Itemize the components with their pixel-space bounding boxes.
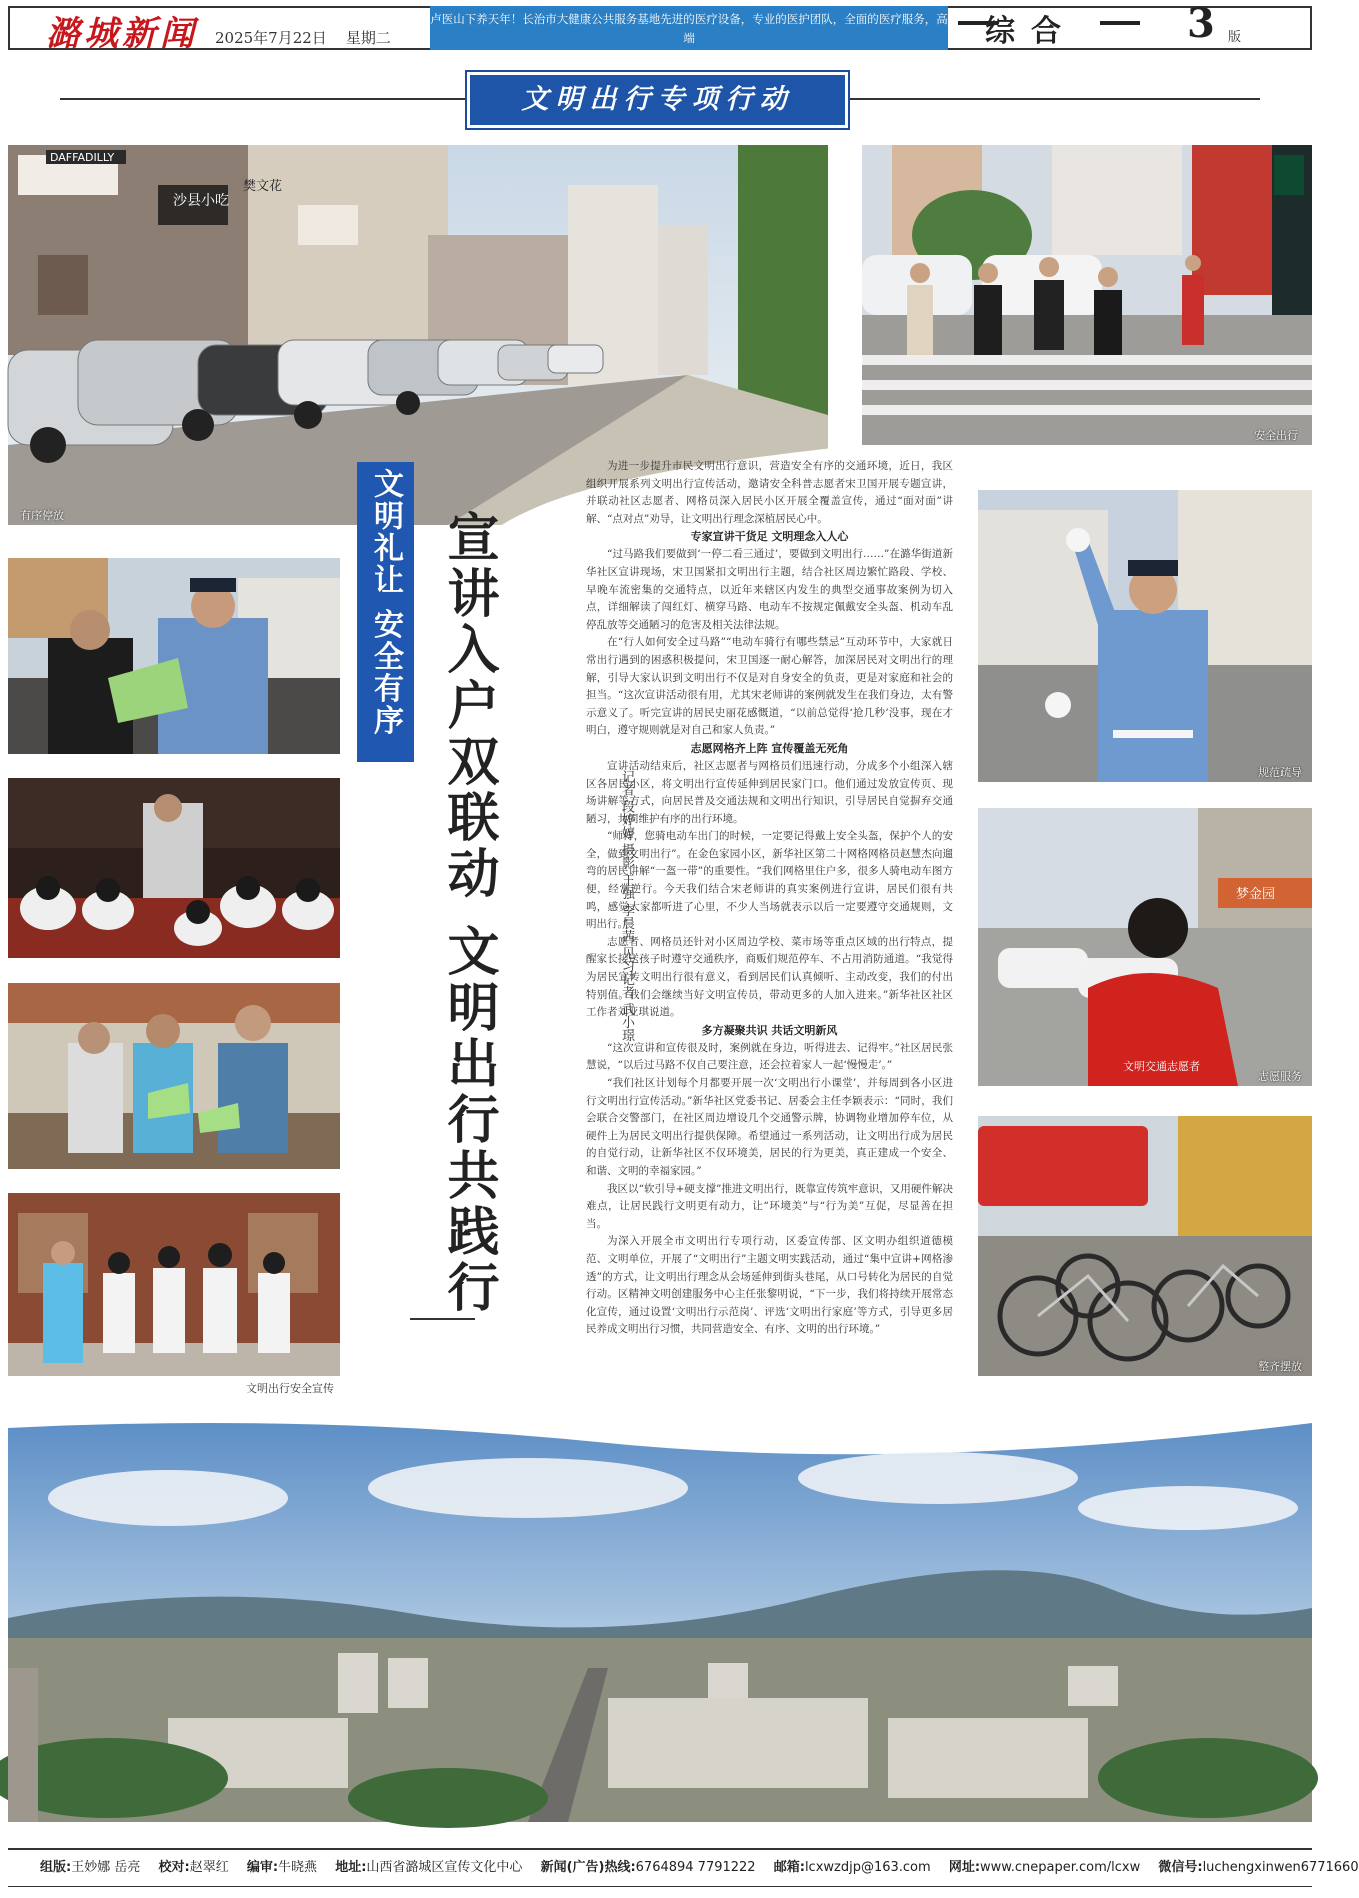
article-body [586,458,953,1339]
footer-editor-label: 组版: [40,1860,72,1875]
shop-sign-snack: 沙县小吃 [173,193,229,209]
article-paragraph: “我们社区计划每个月都要开展一次‘文明出行小课堂’，并每周到各小区进行文明出行宣传活动。”新华社区党委书记、居委会主任李颖表示：“同时，我们会联合交警部门，在社区周边增设几个交通警示牌，协调物业增加停车位，从硬件上为居民文明出行提供保障。希望通过一系列活动，让文明出行成为居民的自觉行动，让新华社区不仅环境美，居民的行为更美，真正建成一个安全、和谐、文明的幸福家园。” [586,1077,953,1177]
header-advertisement [430,6,948,64]
shop-sign-fanwenhua: 樊文花 [243,179,283,194]
headline-rule [410,1318,475,1320]
footer-hotline-label: 新闻(广告)热线: [540,1860,636,1875]
topic-title: 文明出行专项行动 [470,75,845,125]
vest-text: 文明交通志愿者 [1123,1060,1200,1073]
issue-date [215,27,391,48]
article-paragraph: 志愿者、网格员还针对小区周边学校、菜市场等重点区域的出行特点，提醒家长接送孩子时遵守交通秩序，商贩们规范停车、不占用消防通道。“我觉得为居民宣传文明出行很有意义，看到居民们认真倾听、主动改变，我们的付出特别值。我们会继续当好文明宣传员，带动更多的人加入进来。”新华社区社区工作者刘亚琪说道。 [586,935,953,1019]
article-paragraph: “师傅，您骑电动车出门的时候，一定要记得戴上安全头盔，保护个人的安全，做到文明出行”。在金色家园小区，新华社区第二十网格网格员赵慧杰向遛弯的居民讲解“一盔一带”的重要性。“我们网格里住户多，很多人骑电动车图方便，经常逆行。今天我们结合宋老师讲的真实案例进行宣讲，居民们很有共鸣，感觉大家都听进了心里，不少人当场就表示以后一定要遵守交通规则，文明出行。” [586,830,953,931]
footer-chief: 牛晓燕 [278,1860,318,1875]
article-subheading: 专家宣讲干货足 文明理念入人心 [690,530,849,544]
photo-city-panorama [8,1418,1312,1822]
article-paragraph: 宣讲活动结束后，社区志愿者与网格员们迅速行动，分成多个小组深入辖区各居民小区，将文明出行宣传延伸到居民家门口。他们通过发放宣传页、现场讲解等方式，向居民普及交通法规和文明出行知识，引导居民自觉摒弃交通陋习，共同维护有序的出行环境。 [586,759,953,825]
footer-address-label: 地址: [335,1860,367,1875]
photo-zebra-crossing [862,145,1312,445]
article-subheading: 志愿网格齐上阵 宣传覆盖无死角 [690,741,849,755]
footer-editor: 王妙娜 岳亮 [71,1860,141,1875]
footer-rule-bottom [8,1886,1312,1887]
shop-sign-mengjinyuan: 梦金园 [1236,887,1276,902]
caption-propaganda: 文明出行安全宣传 [246,1382,334,1395]
photo-volunteer-vest [978,808,1312,1086]
footer-proof-label: 校对: [158,1860,190,1875]
weekday-text: 星期二 [345,29,391,47]
section-bar-right [1100,21,1140,25]
article-paragraph: “这次宣讲和宣传很及时，案例就在身边，听得进去、记得牢。”社区居民张慧说，“以后过马路不仅自己要注意，还会拉着家人一起‘慢慢走’。” [586,1041,953,1072]
ad-line-2: 的康复设施，舒适的生活环境，一键式智慧呼叫，让每一个大健康人，健康生活。联系电话:0355- [440,50,938,64]
photo-lecture-hall [8,778,340,958]
article-paragraph: 为深入开展全市文明出行专项行动，区委宣传部、区文明办组织道德模范、文明单位，开展了“文明出行”主题文明实践活动，通过“集中宣讲+网格渗透”的方式，让文明出行理念从会场延伸到街头巷尾，从口号转化为居民的自觉行动。区精神文明创建服务中心主任张黎明说，“下一步，我们将持续开展常态化宣传，通过设置‘文明出行示范岗’、评选‘文明出行家庭’等方式，引导更多居民养成文明出行习惯，共同营造安全、有序、文明的出行环境。” [586,1235,953,1336]
page-suffix: 版 [1228,30,1242,45]
footer-proof: 赵翠红 [189,1860,229,1875]
side-title: 文明礼让 安全有序 [357,462,414,762]
footer-email: lcxwzdjp@163.com [804,1860,931,1875]
footer-web: www.cnepaper.com/lcxw [980,1860,1141,1875]
page-number: 3 [1187,0,1215,47]
photo-bicycles [978,1116,1312,1376]
photo-police-directing [978,490,1312,782]
article-paragraph: 在“行人如何安全过马路”“电动车骑行有哪些禁忌”互动环节中，大家就日常出行遇到的困惑积极提问，宋卫国逐一耐心解答，加深居民对文明出行的理解，引导大家认识到文明出行不仅是对自身安全的负责，更是对家庭和社会的担当。“这次宣讲活动很有用，尤其宋老师讲的案例就发生在我们身边，太有警示意义了。听完宣讲的居民史丽花感慨道，“以前总觉得‘抢几秒’没事，现在才明白，遵守规则就是对自己和家人负责。” [586,636,953,737]
article-paragraph: 为进一步提升市民文明出行意识，营造安全有序的交通环境，近日，我区组织开展系列文明出行宣传活动，邀请安全科普志愿者宋卫国开展专题宣讲，并联动社区志愿者、网格员深入居民小区开展全覆盖宣传，通过“面对面”讲解、“点对点”劝导，让文明出行理念深植居民心中。 [586,460,953,525]
footer-rule-top [8,1848,1312,1850]
caption-crossing: 安全出行 [1254,429,1298,442]
section-name: 综合 [985,14,1077,49]
caption-parking: 有序停放 [20,509,64,522]
footer-email-label: 邮箱: [773,1860,805,1875]
topic-banner [465,70,850,130]
article-paragraph: “过马路我们要做到‘一停二看三通过’，要做到文明出行……”在潞华街道新华社区宣讲现场，宋卫国紧扣文明出行主题，结合社区周边繁忙路段、学校、早晚车流密集的交通特点，以近年来辖区内发生的典型交通事故案例为切入点，详细解读了闯红灯、横穿马路、电动车不按规定佩戴安全头盔、机动车乱停乱放等交通陋习的危害及相关法律法规。 [586,548,953,631]
footer-chief-label: 编审: [246,1860,279,1875]
footer-web-label: 网址: [948,1860,981,1875]
caption-bikes: 整齐摆放 [1258,1360,1302,1373]
footer-address: 山西省潞城区宣传文化中心 [366,1860,523,1875]
photo-residents-leaflets [8,983,340,1169]
footer-wechat-label: 微信号: [1158,1860,1203,1875]
caption-police: 规范疏导 [1258,766,1302,779]
footer-hotline: 6764894 7791222 [635,1860,756,1875]
photo-children-propaganda [8,1193,340,1376]
newspaper-logo: 潞城新闻 [46,14,198,54]
footer-credits [40,1856,1359,1875]
byline: 记者 段婷婷 摄影 王强 李晨茜 见习记者 武小璟 [619,770,634,1042]
caption-volunteer: 志愿服务 [1258,1070,1302,1083]
headline: 宣讲入户双联动 文明出行共践行 [438,510,499,1317]
article-subheading: 多方凝聚共识 共话文明新风 [701,1023,838,1037]
photo-police-leaflet [8,558,340,754]
article-paragraph: 我区以“软引导+硬支撑”推进文明出行，既靠宣传筑牢意识，又用硬件解决难点，让居民践行文明更有动力，让“环境美”与“行为美”互促，尽显善在担当。 [586,1182,953,1230]
ad-line-1: 卢医山下养天年！长治市大健康公共服务基地先进的医疗设备，专业的医护团队，全面的医疗服务，高端 [430,12,948,45]
date-text: 2025年7月22日 [215,29,327,47]
shop-sign-daffadilly: DAFFADILLY [50,151,115,164]
footer-wechat: luchengxinwen6771660 [1202,1860,1359,1875]
